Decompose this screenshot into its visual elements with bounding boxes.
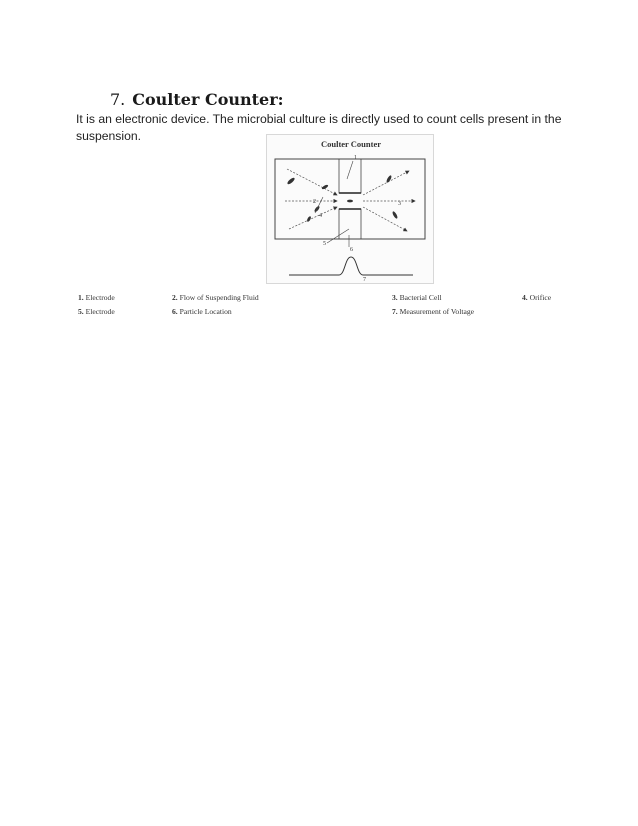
diagram-svg [267, 135, 435, 285]
section-paragraph: It is an electronic device. The microbial culture is directly used to count cells present in the suspension. [76, 112, 562, 143]
diagram-title: Coulter Counter [320, 139, 382, 149]
legend-item-1: 1. Electrode [78, 293, 115, 302]
legend-item-5: 5. Electrode [78, 307, 115, 316]
callout-3: 3 [398, 201, 401, 207]
callout-2: 2 [313, 199, 316, 205]
legend-item-4: 4. Orifice [522, 293, 552, 302]
callout-7: 7 [363, 277, 366, 283]
callout-1: 1 [354, 155, 357, 161]
legend-item-3: 3. Bacterial Cell [392, 293, 442, 302]
bacterial-cells [286, 175, 398, 223]
callout-5: 5 [323, 241, 326, 247]
callout-6: 6 [350, 247, 353, 253]
section-title: Coulter Counter: [132, 90, 284, 109]
legend-item-7: 7. Measurement of Voltage [392, 307, 474, 316]
callout-4: 4 [319, 213, 322, 219]
voltage-pulse-trace [289, 257, 413, 275]
coulter-counter-diagram [266, 134, 434, 284]
legend-item-2: 2. Flow of Suspending Fluid [172, 293, 259, 302]
legend-item-6: 6. Particle Location [172, 307, 232, 316]
inner-tube-lower [339, 209, 361, 239]
section-heading [110, 90, 284, 109]
chamber-outline [275, 159, 425, 239]
section-number: 7. [110, 90, 126, 109]
inner-tube-upper [339, 159, 361, 193]
callout-leaders [315, 161, 353, 247]
